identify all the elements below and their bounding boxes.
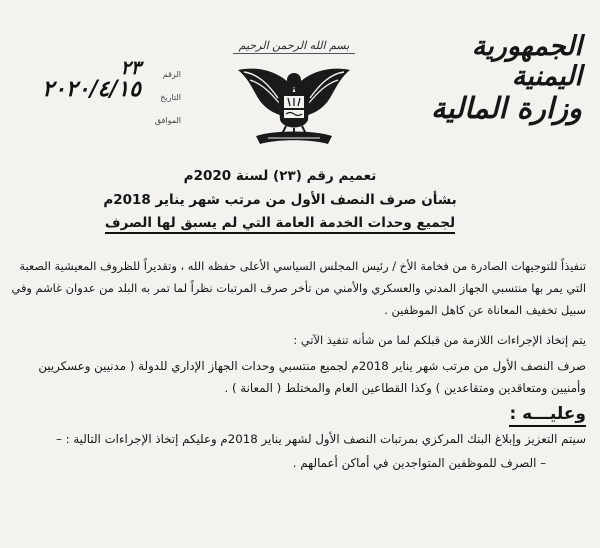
scope-title xyxy=(0,215,560,233)
eagle-emblem-icon xyxy=(234,58,354,150)
reference-meta xyxy=(6,56,181,125)
date-value: ٢٠٢٠/٤/١٥ xyxy=(42,76,141,102)
procedure-paragraph: سيتم التعزيز وإبلاغ البنك المركزي بمرتبات النصف الأول لشهر يناير 2018م وعليكم إتخاذ الإجراءات التالية : – xyxy=(55,432,586,446)
accordingly-heading xyxy=(10,403,586,425)
ministry-name: وزارة المالية xyxy=(431,91,582,126)
date-label: التاريخ xyxy=(160,93,181,102)
republic-name: الجمهورية اليمنية xyxy=(471,31,582,92)
instruction-paragraph: يتم إتخاذ الإجراءات اللازمة من قبلكم لما من شأنه تنفيذ الآتي : xyxy=(293,333,586,347)
number-value: ٢٣ xyxy=(120,57,141,79)
number-label: الرقم xyxy=(162,70,181,79)
basmala-text: بسم الله الرحمن الرحيم xyxy=(233,39,356,54)
accordingly-text: وعليـــه : xyxy=(509,404,586,427)
ministry-heading xyxy=(412,32,582,125)
payment-paragraph: صرف النصف الأول من مرتب شهر يناير 2018م لجميع منتسبي وحدات الجهاز الإداري للدولة ( مدنيين وعسكريين وأمنيين ومتعاقدين ومتقاعدين ) وكذا القطاعين العام والمختلط ( المعانة ) . xyxy=(38,359,586,395)
circular-title: تعميم رقم (٢٣) لسنة 2020م xyxy=(183,168,377,184)
corresponding-row xyxy=(6,102,181,125)
corresponding-label: الموافق xyxy=(154,116,181,125)
emblem-block xyxy=(228,34,360,150)
document-body xyxy=(10,255,586,473)
title-block xyxy=(0,168,600,233)
date-row xyxy=(6,76,181,102)
procedure-item: – الصرف للموظفين المتواجدين في أماكن أعمالهم . xyxy=(292,456,546,470)
scope-title-text: لجميع وحدات الخدمة العامة التي لم يسبق لها الصرف xyxy=(105,215,455,234)
subject-title: بشأن صرف النصف الأول من مرتب شهر يناير 2018م xyxy=(103,191,457,208)
intro-paragraph: تنفيذاً للتوجيهات الصادرة من فخامة الأخ / رئيس المجلس السياسي الأعلى حفظه الله ، وتقديراً للظروف المعيشية الصعبة التي يمر بها منتسبي الجهاز المدني والعسكري والأمني من تأخر صرف المرتبات نظراً لما تمر به البلد من عدوان غاشم وفي سبيل تخفيف المعاناة عن كاهل الموظفين . xyxy=(11,259,586,317)
